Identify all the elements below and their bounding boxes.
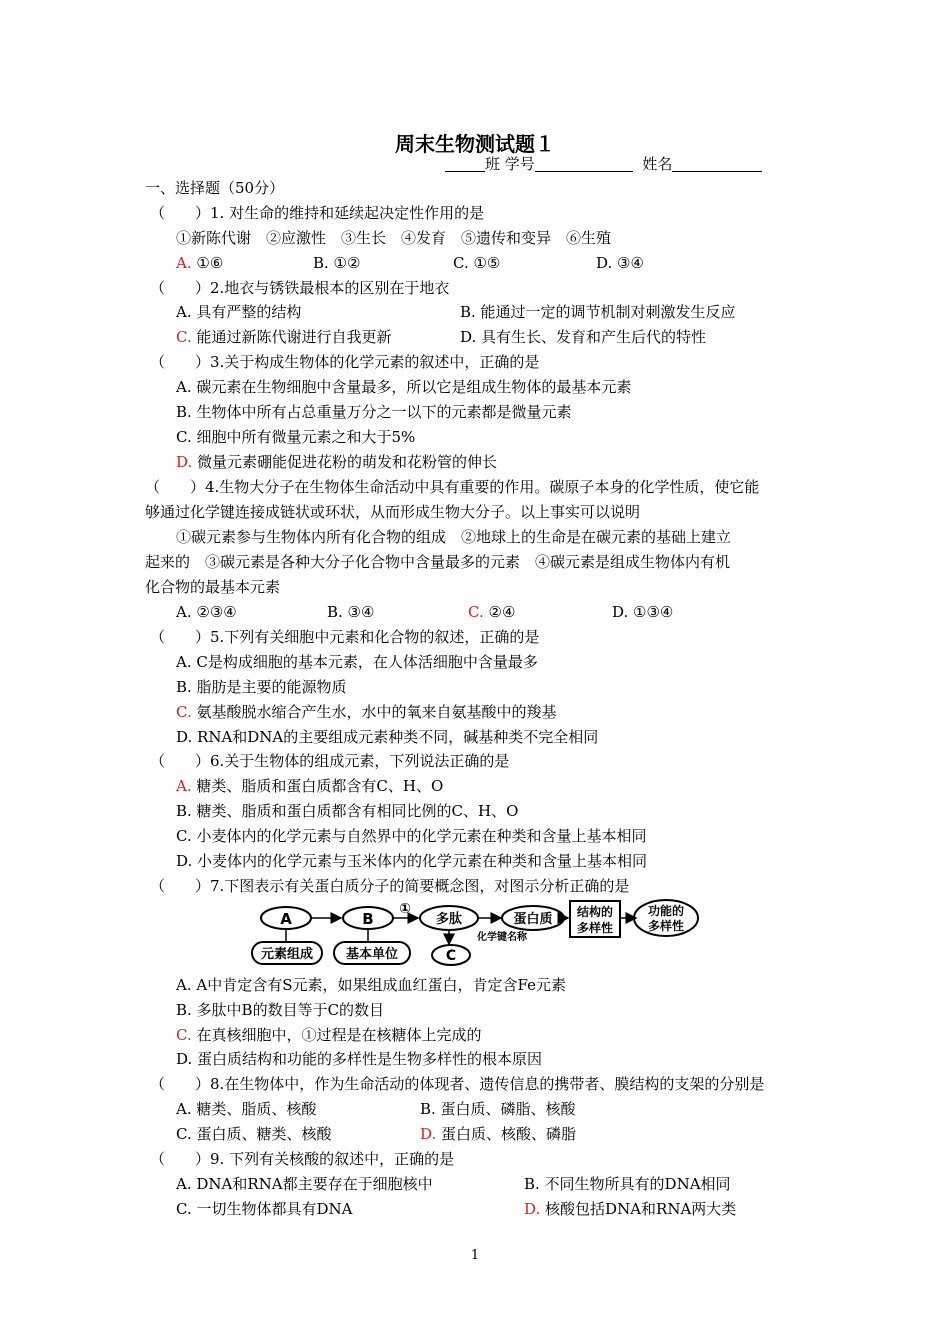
q2-option-d: D. 具有生长、发育和产生后代的特性 xyxy=(460,328,707,346)
answer-letter: C. xyxy=(468,603,484,621)
name-blank[interactable] xyxy=(672,155,762,172)
answer-letter: C. xyxy=(176,1026,192,1044)
node-b-label: B xyxy=(362,910,374,928)
q9-option-d xyxy=(524,1199,736,1219)
option-text: 核酸包括DNA和RNA两大类 xyxy=(545,1200,737,1218)
q5-option-b: B. 脂肪是主要的能源物质 xyxy=(176,678,347,696)
protein-concept-diagram xyxy=(248,898,703,968)
q2-option-a: A. 具有严整的结构 xyxy=(176,303,302,321)
step-one-label: ① xyxy=(399,901,411,917)
q1-items: ①新陈代谢 ②应激性 ③生长 ④发育 ⑤遗传和变异 ⑥生殖 xyxy=(176,229,612,247)
node-a-label: A xyxy=(280,910,292,928)
answer-letter: A. xyxy=(176,254,192,272)
page-title: 周末生物测试题１ xyxy=(395,132,555,156)
option-text: 氨基酸脱水缩合产生水，水中的氧来自氨基酸中的羧基 xyxy=(196,703,557,721)
q7-option-c xyxy=(176,1025,482,1045)
answer-letter: D. xyxy=(420,1125,437,1143)
student-info xyxy=(445,154,762,174)
q1-option-b: B. ①② xyxy=(313,254,361,272)
q3-option-b: B. 生物体中所有占总重量万分之一以下的元素都是微量元素 xyxy=(176,403,572,421)
q1-option-a xyxy=(176,253,223,273)
answer-letter: C. xyxy=(176,328,192,346)
q7-option-d: D. 蛋白质结构和功能的多样性是生物多样性的根本原因 xyxy=(176,1050,543,1068)
q5-stem: （ ）5.下列有关细胞中元素和化合物的叙述，正确的是 xyxy=(150,628,540,646)
q1-option-c: C. ①⑤ xyxy=(453,254,501,272)
elements-label: 元素组成 xyxy=(260,947,314,962)
q4-line-4: 起来的 ③碳元素是各种大分子化合物中含量最多的元素 ④碳元素是组成生物体内有机 xyxy=(145,553,731,571)
name-label: 姓名 xyxy=(642,155,673,173)
q3-option-a: A. 碳元素在生物细胞中含量最多，所以它是组成生物体的最基本元素 xyxy=(176,378,632,396)
q8-option-d xyxy=(420,1124,576,1144)
bond-label: 化学键名称 xyxy=(477,932,527,943)
page-number: 1 xyxy=(470,1248,480,1263)
option-text: 糖类、脂质和蛋白质都含有C、H、O xyxy=(196,777,444,795)
q2-option-c xyxy=(176,327,392,347)
option-text: ②④ xyxy=(488,603,516,621)
structure-label-2: 多样性 xyxy=(576,921,614,935)
q3-stem: （ ）3.关于构成生物体的化学元素的叙述中，正确的是 xyxy=(150,353,540,371)
q5-option-a: A. C是构成细胞的基本元素，在人体活细胞中含量最多 xyxy=(176,653,538,671)
q6-option-c: C. 小麦体内的化学元素与自然界中的化学元素在种类和含量上基本相同 xyxy=(176,827,647,845)
q4-line-3: ①碳元素参与生物体内所有化合物的组成 ②地球上的生命是在碳元素的基础上建立 xyxy=(176,528,732,546)
q4-line-2: 够通过化学键连接成链状或环状，从而形成生物大分子。以上事实可以说明 xyxy=(145,503,641,521)
structure-label-1: 结构的 xyxy=(576,905,614,919)
id-blank[interactable] xyxy=(535,155,633,172)
answer-letter: A. xyxy=(176,777,192,795)
q7-option-b: B. 多肽中B的数目等于C的数目 xyxy=(176,1001,385,1019)
q9-option-b: B. 不同生物所具有的DNA相同 xyxy=(524,1175,731,1193)
q8-option-c: C. 蛋白质、糖类、核酸 xyxy=(176,1125,332,1143)
q4-line-1: （ ）4.生物大分子在生物体生命活动中具有重要的作用。碳原子本身的化学性质，使它能 xyxy=(145,478,760,496)
q2-option-b: B. 能通过一定的调节机制对刺激发生反应 xyxy=(460,303,736,321)
q6-stem: （ ）6.关于生物体的组成元素，下列说法正确的是 xyxy=(150,752,510,770)
answer-letter: D. xyxy=(176,453,193,471)
node-c-label: C xyxy=(445,948,457,964)
q5-option-c xyxy=(176,702,557,722)
q6-option-b: B. 糖类、脂质和蛋白质都含有相同比例的C、H、O xyxy=(176,802,519,820)
function-label-2: 多样性 xyxy=(647,919,685,933)
answer-letter: D. xyxy=(524,1200,541,1218)
option-text: 能通过新陈代谢进行自我更新 xyxy=(196,328,392,346)
q5-option-d: D. RNA和DNA的主要组成元素种类不同，碱基种类不完全相同 xyxy=(176,728,599,746)
q4-line-5: 化合物的最基本元素 xyxy=(145,578,281,596)
class-label: 班 xyxy=(485,155,501,173)
class-blank[interactable] xyxy=(445,155,485,172)
q4-option-c xyxy=(468,602,515,622)
q7-stem: （ ）7.下图表示有关蛋白质分子的简要概念图，对图示分析正确的是 xyxy=(150,877,630,895)
q6-option-a xyxy=(176,776,443,796)
q6-option-d: D. 小麦体内的化学元素与玉米体内的化学元素在种类和含量上基本相同 xyxy=(176,852,648,870)
q8-option-a: A. 糖类、脂质、核酸 xyxy=(176,1100,317,1118)
protein-label: 蛋白质 xyxy=(513,912,553,927)
option-text: 微量元素硼能促进花粉的萌发和花粉管的伸长 xyxy=(197,453,498,471)
section-heading: 一、选择题（50分） xyxy=(145,179,285,197)
id-label: 学号 xyxy=(504,155,535,173)
q1-option-d: D. ③④ xyxy=(596,254,644,272)
option-text: 在真核细胞中，①过程是在核糖体上完成的 xyxy=(196,1026,482,1044)
peptide-label: 多肽 xyxy=(435,912,463,927)
function-label-1: 功能的 xyxy=(647,904,685,918)
q4-option-a: A. ②③④ xyxy=(176,603,237,621)
q7-option-a: A. A中肯定含有S元素，如果组成血红蛋白，肯定含Fe元素 xyxy=(176,976,566,994)
q9-option-a: A. DNA和RNA都主要存在于细胞核中 xyxy=(176,1175,433,1193)
option-text: 蛋白质、核酸、磷脂 xyxy=(441,1125,577,1143)
units-label: 基本单位 xyxy=(345,947,399,962)
q8-stem: （ ）8.在生物体中，作为生命活动的体现者、遗传信息的携带者、膜结构的支架的分别是 xyxy=(150,1075,765,1093)
q8-option-b: B. 蛋白质、磷脂、核酸 xyxy=(420,1100,576,1118)
q9-stem: （ ）9. 下列有关核酸的叙述中，正确的是 xyxy=(150,1150,455,1168)
q3-option-c: C. 细胞中所有微量元素之和大于5% xyxy=(176,428,416,446)
q4-option-d: D. ①③④ xyxy=(612,603,674,621)
q1-stem: （ ）1. 对生命的维持和延续起决定性作用的是 xyxy=(150,204,485,222)
option-text: ①⑥ xyxy=(196,254,224,272)
answer-letter: C. xyxy=(176,703,192,721)
q9-option-c: C. 一切生物体都具有DNA xyxy=(176,1200,353,1218)
q3-option-d xyxy=(176,452,497,472)
q4-option-b: B. ③④ xyxy=(327,603,375,621)
q2-stem: （ ）2.地衣与锈铁最根本的区别在于地衣 xyxy=(150,279,450,297)
